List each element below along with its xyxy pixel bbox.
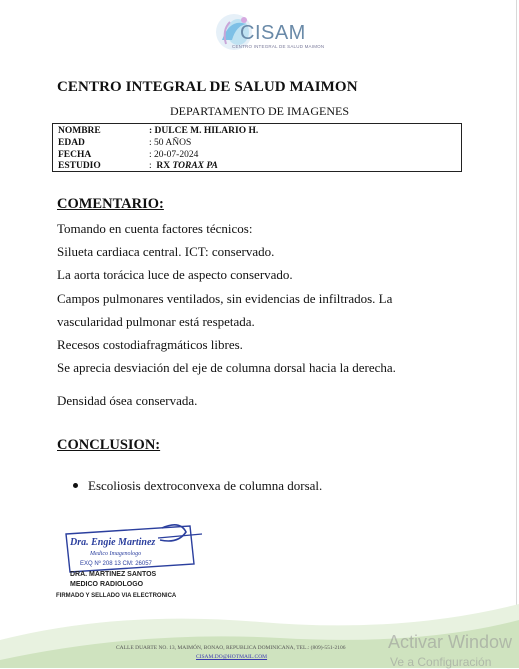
logo-subtitle: CENTRO INTEGRAL DE SALUD MAIMON [232,44,325,49]
value-edad: : 50 AÑOS [149,138,192,148]
comment-line: vascularidad pulmonar está respetada. [57,314,255,329]
comment-heading: COMENTARIO: [57,196,164,212]
comment-line: Tomando en cuenta factores técnicos: [57,221,253,236]
value-estudio [149,161,218,171]
label-nombre: NOMBRE [58,126,101,136]
stamp-role: Medico Imagenologo [90,551,142,557]
activation-watermark-sub: Ve a Configuración [390,655,492,669]
comment-line: Campos pulmonares ventilados, sin evidencias de infiltrados. La [57,291,393,306]
logo-wordmark: CISAM [240,22,306,44]
comment-line: Recesos costodiafragmáticos libres. [57,337,243,352]
footer-address: CALLE DUARTE NO. 13, MAIMÓN, BONAO, REPUBLICA DOMINICANA, TEL.: (809)-551-2106 [116,645,346,651]
conclusion-item: Escoliosis dextroconvexa de columna dorsal. [88,478,323,493]
bullet-icon [73,483,78,488]
doctor-role: MEDICO RADIOLOGO [70,581,144,588]
estudio-torax: TORAX PA [172,161,218,171]
patient-info-box [52,123,462,172]
value-fecha: : 20-07-2024 [149,150,199,160]
label-edad: EDAD [58,138,85,148]
comment-line: Silueta cardiaca central. ICT: conservado. [57,244,275,259]
comment-line: Se aprecia desviación del eje de columna dorsal hacia la derecha. [57,360,396,375]
comment-line: La aorta torácica luce de aspecto conservado. [57,267,293,282]
stamp-name: Dra. Engie Martinez [70,537,156,548]
estudio-rx: RX [156,161,171,171]
footer-email[interactable]: CISAM.DO@HOTMAIL.COM [196,654,268,660]
page-edge [516,0,517,668]
stamp-exq: EXQ Nº 208 13 CM: 26057 [80,561,152,567]
value-nombre: : DULCE M. HILARIO H. [149,126,259,136]
comment-line: Densidad ósea conservada. [57,393,198,408]
conclusion-heading: CONCLUSION: [57,437,161,453]
signed-note: FIRMADO Y SELLADO VIA ELECTRONICA [56,593,177,599]
label-estudio: ESTUDIO [58,161,101,171]
doctor-name: DRA. MARTINEZ SANTOS [70,571,157,578]
label-fecha: FECHA [58,150,92,160]
department-title: DEPARTAMENTO DE IMAGENES [170,104,349,118]
signature-stamp [62,520,212,575]
clinic-title: CENTRO INTEGRAL DE SALUD MAIMON [57,79,358,95]
estudio-colon: : [149,161,152,171]
activation-watermark: Activar Window [388,632,513,652]
